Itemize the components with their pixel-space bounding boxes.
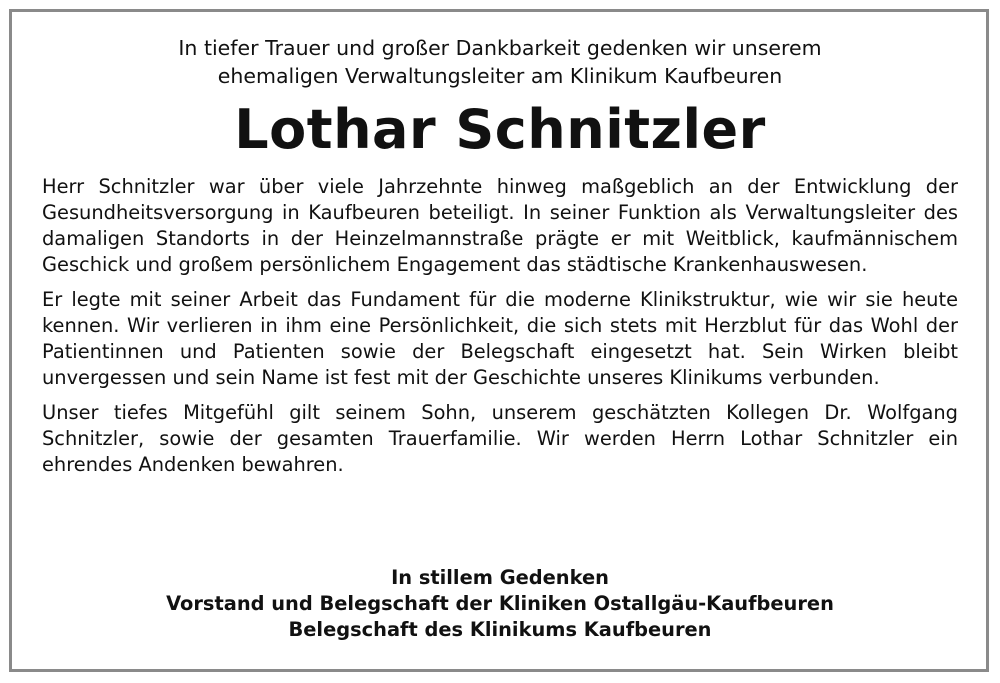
paragraph-career: Herr Schnitzler war über viele Jahrzehnte hinweg maßgeblich an der Entwicklung der Gesundheitsversorgung in Kaufbeuren beteiligt. In seiner Funktion als Verwaltungsleiter des damaligen Standorts in der Heinzelmannstraße prägte er mit Weitblick, kaufmännischem Geschick und großem persönlichem Engagement das städtische Krankenhauswesen. [42,175,958,276]
signature-line-1: In stillem Gedenken [391,566,609,589]
intro-line-1: In tiefer Trauer und großer Dankbarkeit gedenken wir unserem [178,36,822,60]
paragraph-legacy: Er legte mit seiner Arbeit das Fundament für die moderne Klinikstruktur, wie wir sie heute kennen. Wir verlieren in ihm eine Persönlichkeit, die sich stets mit Herzblut für das Wohl der Patientinnen und Patienten sowie der Belegschaft eingesetzt hat. Sein Wirken bleibt unvergessen und sein Name ist fest mit der Geschichte unseres Klinikums verbunden. [42,288,958,389]
signature-block [42,565,958,643]
intro-line-2: ehemaligen Verwaltungsleiter am Klinikum Kaufbeuren [217,64,783,88]
deceased-name: Lothar Schnitzler [234,98,766,161]
notice-content [42,34,958,487]
intro-text [42,34,958,90]
paragraph-condolence: Unser tiefes Mitgefühl gilt seinem Sohn, unserem geschätzten Kollegen Dr. Wolfgang Schnitzler, sowie der gesamten Trauerfamilie. Wir werden Herrn Lothar Schnitzler ein ehrendes Andenken bewahren. [42,401,958,476]
signature-line-2: Vorstand und Belegschaft der Kliniken Ostallgäu-Kaufbeuren [166,592,834,615]
signature-line-3: Belegschaft des Klinikums Kaufbeuren [288,618,712,641]
